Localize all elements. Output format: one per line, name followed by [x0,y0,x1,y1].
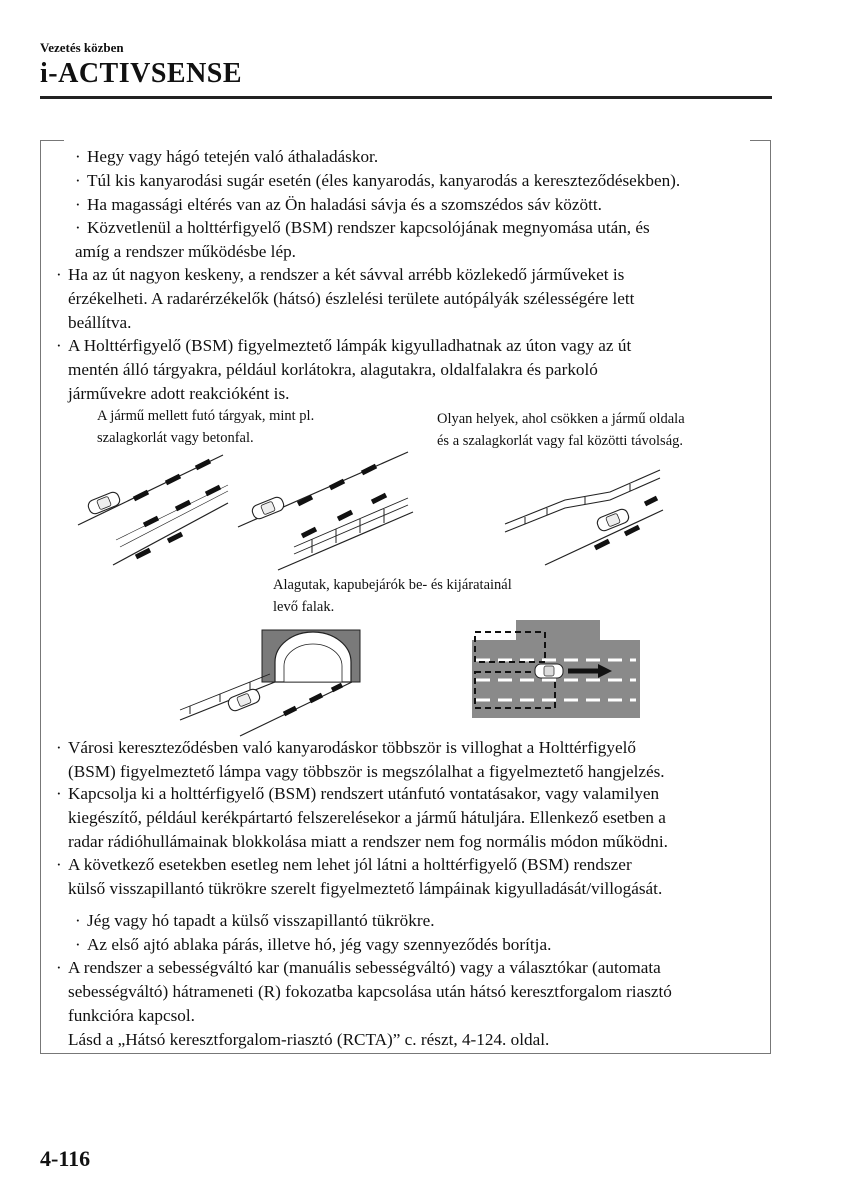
page-number: 4-116 [40,1146,91,1171]
intersection-illustration [472,620,640,720]
sub-bullet: · [75,195,81,214]
sub-bullet: · [75,171,81,190]
text-line: Közvetlenül a holttérfigyelő (BSM) rendszer kapcsolójának megnyomása után, és [87,218,650,237]
header-rule [40,96,772,99]
section-label: Vezetés közben [40,40,124,55]
sub-bullet: · [75,911,81,930]
text-line: Az első ajtó ablaka párás, illetve hó, jég vagy szennyeződés borítja. [87,935,552,954]
road-illustration-2 [238,452,413,572]
text-line: Jég vagy hó tapadt a külső visszapillantó tükrökre. [87,911,435,930]
text-line: funkcióra kapcsol. [68,1006,195,1025]
bullet: · [56,265,62,284]
road-illustration-1 [78,455,228,565]
bullet: · [56,738,62,757]
caption-line: Olyan helyek, ahol csökken a jármű oldala [437,411,685,427]
text-line: sebességváltó) hátrameneti (R) fokozatba kapcsolása után hátsó keresztforgalom riasztó [68,982,672,1001]
text-line: Kapcsolja ki a holttérfigyelő (BSM) rendszert utánfutó vontatásakor, vagy valamilyen [68,784,660,803]
caption-line: és a szalagkorlát vagy fal közötti távolság. [437,433,684,449]
text-line: (BSM) figyelmeztető lámpa vagy többször is megszólalhat a figyelmeztető hangjelzés. [68,762,665,781]
text-line: érzékelheti. A radarérzékelők (hátsó) észlelési területe autópályák szélességére lett [68,289,635,308]
bullet: · [56,336,62,355]
bullet: · [56,855,62,874]
sub-bullet: · [75,218,81,237]
tunnel-illustration [180,628,365,738]
text-line: beállítva. [68,313,132,332]
note-box-corner-left [40,140,64,141]
sub-bullet: · [75,147,81,166]
caption-line: levő falak. [273,599,335,615]
text-line: A rendszer a sebességváltó kar (manuális sebességváltó) vagy a választókar (automata [68,958,661,977]
text-line: Túl kis kanyarodási sugár esetén (éles kanyarodás, kanyarodás a kereszteződésekben). [87,171,681,190]
text-line: Ha magassági eltérés van az Ön haladási sávja és a szomszédos sáv között. [87,195,602,214]
bullet: · [56,958,62,977]
text-line: kiegészítő, például kerékpártartó felszerelésekor a jármű hátuljára. Ellenkező esetben a [68,808,666,827]
text-line: amíg a rendszer működésbe lép. [75,242,296,261]
text-line: járművekre adott reakcióként is. [68,384,290,403]
text-line: külső visszapillantó tükrökre szerelt figyelmeztető lámpáinak kigyulladását/villogását. [68,879,663,898]
text-line: Hegy vagy hágó tetején való áthaladáskor. [87,147,379,166]
text-line: Városi kereszteződésben való kanyarodáskor többször is villoghat a Holttérfigyelő [68,738,636,757]
sub-bullet: · [75,935,81,954]
caption-line: szalagkorlát vagy betonfal. [97,430,254,446]
note-box-corner-right [750,140,771,141]
text-line: Lásd a „Hátsó keresztforgalom-riasztó (RCTA)” c. részt, 4-124. oldal. [68,1030,550,1049]
text-line: radar rádióhullámainak blokkolása miatt a rendszer nem fog normális módon működni. [68,832,668,851]
page-title: i-ACTIVSENSE [40,58,243,89]
road-illustration-3 [505,462,665,567]
text-line: A következő esetekben esetleg nem lehet jól látni a holttérfigyelő (BSM) rendszer [68,855,632,874]
caption-line: A jármű mellett futó tárgyak, mint pl. [97,408,315,424]
text-line: mentén álló tárgyakra, például korlátokra, alagutakra, oldalfalakra és parkoló [68,360,598,379]
text-line: A Holttérfigyelő (BSM) figyelmeztető lámpák kigyulladhatnak az úton vagy az út [68,336,632,355]
bullet: · [56,784,62,803]
text-line: Ha az út nagyon keskeny, a rendszer a két sávval arrébb közlekedő járműveket is [68,265,625,284]
caption-line: Alagutak, kapubejárók be- és kijáratainál [273,577,512,593]
